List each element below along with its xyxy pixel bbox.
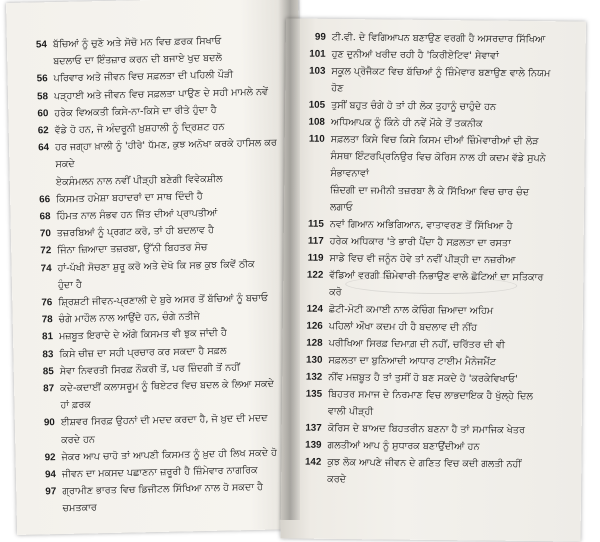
toc-page-number: 78 [31,313,53,327]
toc-entry-title: ਬਿਹਤਰ ਸਮਾਜ ਦੇ ਨਿਰਮਾਣ ਵਿਚ ਲਾਭਦਾਇਕ ਹੈ ਖੁੱਲ੍ਹੇ ਦਿਲ [328,388,570,405]
toc-entry [12,274,304,294]
toc-entry-title: ਪੜ੍ਹਾਈ ਅਤੇ ਜੀਵਨ ਵਿਚ ਸਫ਼ਲਤਾ ਪਾਉਣ ਦੇ ਸਹੀ ਮਾਮਲੇ ਨਵੇਂ [54,85,284,104]
toc-page-number: 85 [32,365,54,379]
toc-entry-title: ਕਦੇ-ਕਦਾਈਂ ਕਲਾਸਰੂਮ ਨੂੰ ਥਿਏਟਰ ਵਿਚ ਬਦਲ ਕੇ ਲਿਆ ਸਕਦੇ [60,377,290,396]
toc-entry [8,67,300,87]
toc-entry [17,497,309,517]
toc-entry-title: ਹਰੇਕ ਵਿਅਕਤੀ ਕਿਸੇ-ਨਾ-ਕਿਸੇ ਦਾ ਰੀਤੇ ਹੁੰਦਾ ਹੈ [54,102,284,121]
toc-entry-title: ਗ੍ਰਾਮੀਣ ਭਾਰਤ ਵਿਚ ਡਿਜੀਟਲ ਸਿੱਖਿਆ ਨਾਲ ਹੋ ਸਕਦਾ ਹੈ [62,480,292,499]
toc-page-number: 70 [29,227,51,241]
toc-entry [285,115,585,132]
toc-entry-title: ਜਿੰਨਾ ਜ਼ਿਆਦਾ ਤਜ਼ਰਬਾ, ਉੱਨੀ ਬਿਹਤਰ ਸੋਚ [57,240,287,259]
toc-page-number: 94 [34,468,56,482]
toc-entry [285,98,585,115]
toc-page-number: 117 [302,235,324,249]
toc-entry-title: ਤਜ਼ਰਬਿਆਂ ਨੂੰ ਪ੍ਰਗਟ ਕਰੋ, ਤਾਂ ਹੀ ਬਦਲਾਵ ਹੈ [57,222,287,241]
toc-entry [7,33,299,53]
toc-entry [284,149,584,166]
toc-page-number: 103 [303,65,325,79]
toc-entry [282,353,582,370]
toc-entry-title: ਸੰਸਥਾ ਇੰਟਰਪ੍ਰਿਨਿਉਰ ਵਿਚ ਕੋਰਿਸ ਨਾਲ ਹੀ ਕਦਮ ਵੱਡੇ ਸੁਪਨੇ [330,150,572,167]
toc-entry [10,170,302,190]
toc-entry [283,268,583,285]
toc-entry [282,387,582,404]
toc-entry [284,234,584,251]
toc-entry [284,217,584,234]
toc-entry [283,251,583,268]
toc-entry [8,85,300,105]
toc-entry-title: ਕੁਝ ਲੋਕ ਆਪਣੇ ਜੀਵਨ ਦੇ ਗਣਿਤ ਵਿਚ ਕਦੀ ਗਲਤੀ ਨਹੀਂ [327,456,569,473]
toc-page-number: 66 [28,193,50,207]
toc-entry-title: ਹਾਂ ਫ਼ਰਕ [60,394,290,413]
toc-entry [284,200,584,217]
toc-entry-title: ਹਾਂ-ਪੱਖੀ ਸੋਚਣਾ ਸ਼ੁਰੂ ਕਰੋ ਅਤੇ ਦੇਖੋ ਕਿ ਸਭ ਕੁਝ ਕਿਵੇਂ ਠੀਕ [57,257,287,276]
toc-entry [13,342,305,362]
toc-entry [286,30,586,47]
toc-entry-title: ਸੰਭਾਵਨਾਵਾਂ [330,167,572,184]
toc-entry-title: ਹੋਣ [331,82,573,99]
toc-entry-title: ਸੇਵਾ ਨਿਵਰਤੀ ਸਿਰਫ਼ ਨੌਕਰੀ ਤੋਂ, ਪਰ ਜ਼ਿੰਦਗੀ ਤੋਂ ਨਹੀਂ [60,360,290,379]
toc-entry-title: ਹਰ ਜਗ੍ਹਾ ਖ਼ਾਲੀ ਨੂੰ 'ਹੀਰੇ' ਧੱਮਣ, ਕੁਝ ਅਨੋਖਾ ਕਰਕੇ ਹਾਸਿਲ ਕਰ [55,136,285,155]
toc-entry-title: ਸਕਦੇ [55,154,285,173]
toc-entry-title: ਹੁੰਦਾ ਹੈ [58,274,288,293]
toc-page-number: 54 [25,38,47,52]
toc-page-number: 115 [302,218,324,232]
toc-entry [284,166,584,183]
toc-entry-title: ਕੋਰਿਸ ਦੇ ਬਾਅਦ ਬਿਹਤਰੀਨ ਬਣਨਾ ਹੈ ਤਾਂ ਸਮਾਜਿਕ ਖੇਤਰ [328,422,570,439]
toc-entry [282,404,582,421]
toc-page-number: 64 [27,141,49,155]
toc-entry [283,285,583,302]
toc-entry-title: ਜੇਕਰ ਆਪ ਚਾਹੋ ਤਾਂ ਆਪਣੀ ਕਿਸਮਤ ਨੂੰ ਖ਼ੁਦ ਹੀ ਲਿਖ ਸਕਦੇ ਹੋ [61,446,291,465]
toc-page-number: 132 [300,371,322,385]
toc-entry-title: ਬਦਲਾਓ ਦਾ ਇੰਤਜ਼ਾਰ ਕਰਨ ਦੀ ਬਜਾਏ ਖੁਦ ਬਦਲੋ [53,50,283,69]
toc-entry-title: ਲਗਾਓ [330,201,572,218]
toc-entry [283,319,583,336]
toc-page-number: 110 [303,133,325,147]
toc-entry [13,308,305,328]
toc-page-number: 81 [31,331,53,345]
toc-entry-title: ਤੁਸੀਂ ਬਹੁਤ ਚੰਗੇ ਹੋ ਤਾਂ ਹੀ ਲੋਕ ਤੁਹਾਨੂੰ ਚਾਹੁੰਦੇ ਹਨ [331,99,573,116]
toc-entry-title: ਕਿਸਮਤ ਹਮੇਸ਼ਾ ਬਹਾਦਰਾਂ ਦਾ ਸਾਥ ਦਿੰਦੀ ਹੈ [56,188,286,207]
toc-entry-title: ਚਮਤਕਾਰ [63,498,293,517]
toc-entry-title: ਕਿਸੇ ਚੀਜ਼ ਦਾ ਸਹੀ ਪ੍ਰਚਾਰ ਕਰ ਸਕਦਾ ਹੈ ਸਫ਼ਲ [59,343,289,362]
toc-entry-title: ਈਸ਼ਵਰ ਸਿਰਫ਼ ਉਹਨਾਂ ਦੀ ਮਦਦ ਕਰਦਾ ਹੈ, ਜੋ ਖ਼ੁਦ ਦੀ ਮਦਦ [61,412,291,431]
toc-entry [15,428,307,448]
toc-page-number: 58 [26,90,48,104]
toc-entry [15,446,307,466]
toc-entry-title: ਨੀਂਵ ਮਜ਼ਬੂਤ ਹੈ ਤਾਂ ਤੁਸੀਂ ਹੋ ਬਣ ਸਕਦੇ ਹੋ 'ਕਰਕੇਵਿਖਾਓ' [328,371,570,388]
toc-entry [15,411,307,431]
toc-page-number: 83 [31,348,53,362]
toc-entry-title: ਨਵਾਂ ਗਿਆਨ ਅਭਿਗਿਆਨ, ਵਾਤਾਵਰਣ ਤੋਂ ਸਿੱਖਿਆ ਹੈ [330,218,572,235]
toc-entry-title: ਪਹਿਲਾਂ ਔਖਾ ਕਦਮ ਹੀ ਹੈ ਬਦਲਾਵ ਦੀ ਨੀਂਹ [329,320,571,337]
toc-entry-title: ਸਫ਼ਲਤਾ ਦਾ ਬੁਨਿਆਦੀ ਆਧਾਰ ਟਾਈਮ ਮੈਨੇਜਮੈਂਟ [328,354,570,371]
right-page [281,18,586,541]
toc-page-number: 101 [304,48,326,62]
toc-entry-title: ਪਰਿਵਾਰ ਅਤੇ ਜੀਵਨ ਵਿਚ ਸਫ਼ਲਤਾ ਦੀ ਪਹਿਲੀ ਪੌੜੀ [53,68,283,87]
toc-page-number: 99 [304,31,326,45]
toc-entry-title: ਕਰੋ [329,286,571,303]
toc-entry [285,64,585,81]
toc-entry [282,421,582,438]
toc-page-number: 122 [301,269,323,283]
toc-page-number: 68 [28,210,50,224]
toc-entry [284,183,584,200]
toc-entry-title: ਸਫ਼ਲਤਾ ਕਿਸੇ ਵਿਚ ਕਿਸੇ ਕਿਸਮ ਦੀਆਂ ਜ਼ਿੰਮੇਵਾਰੀਆਂ ਦੀ ਲੋੜ [331,133,573,150]
toc-page-number: 72 [29,245,51,259]
toc-entry-title: ਹਿੰਮਤ ਨਾਲ ਸੰਭਵ ਹਨ ਜਿੱਤ ਦੀਆਂ ਪ੍ਰਾਪਤੀਆਂ [56,205,286,224]
toc-page-number: 124 [301,303,323,317]
toc-entry-title: ਛੋਟੀ-ਮੋਟੀ ਕਮਾਈ ਨਾਲ ਕੋਚਿੰਗ ਜ਼ਿਆਦਾ ਅਹਿਮ [329,303,571,320]
toc-page-number: 137 [300,422,322,436]
toc-entry-title: ਕਰਦੇ ਹਨ [61,429,291,448]
toc-page-number: 74 [29,262,51,276]
toc-page-number: 126 [301,320,323,334]
toc-entry [13,325,305,345]
toc-entry [8,102,300,122]
toc-entry [282,370,582,387]
toc-page-number: 119 [301,252,323,266]
toc-page-number: 76 [30,296,52,310]
toc-entry-title: ਸਕੂਲ ਪ੍ਰੋਜੈਕਟ ਵਿਚ ਬੱਚਿਆਂ ਨੂੰ ਜ਼ਿੰਮੇਵਾਰ ਬਣਾਉਣ ਵਾਲੇ ਨਿਯਮ [331,65,573,82]
toc-entry [14,394,306,414]
toc-entry-title: ਜ਼ਿੰਦਗੀ ਦਾ ਜਮੀਨੀ ਤਜ਼ਰਬਾ ਲੈ ਕੇ ਸਿੱਖਿਆ ਵਿਚ ਚਾਰ ਚੰਦ [330,184,572,201]
toc-entry [281,438,581,455]
toc-entry [11,239,303,259]
toc-entry-title: ਪਰੀਖਿਆ ਸਿਰਫ਼ ਦਿਮਾਗ਼ ਦੀ ਨਹੀਂ, ਚਰਿੱਤਰ ਦੀ ਵੀ [329,337,571,354]
toc-page-number: 108 [303,116,325,130]
toc-entry [286,47,586,64]
toc-page-number: 128 [301,337,323,351]
toc-entry-title: ਚੰਗੇ ਮਾਹੌਲ ਨਾਲ ਆਉਂਦੇ ਹਨ, ਚੰਗੇ ਨਤੀਜੇ [59,308,289,327]
toc-entry [281,455,581,472]
toc-entry [11,256,303,276]
toc-entry [9,153,301,173]
toc-entry-title: ਵਾਲੀ ਪੀੜ੍ਹੀ [328,405,570,422]
toc-entry-title: ਹੁਣ ਦੁਨੀਆਂ ਖਰੀਦ ਰਹੀ ਹੈ 'ਕਿਰੀਏਟਿਵ' ਸੇਵਾਵਾਂ [332,48,574,65]
toc-entry [283,336,583,353]
toc-entry-title: ਮਜ਼ਬੂਤ ਇਰਾਦੇ ਦੇ ਅੱਗੇ ਕਿਸਮਤ ਵੀ ਝੁਕ ਜਾਂਦੀ ਹੈ [59,326,289,345]
toc-entry [9,136,301,156]
toc-entry-title: ਏਕਸੰਮਲਨ ਨਾਲ ਨਵੀਂ ਪੀੜ੍ਹੀ ਬਣੇਗੀ ਵਿਵੇਕਸ਼ੀਲ [56,171,286,190]
toc-entry-title: ਬੱਚਿਆਂ ਨੂੰ ਚੁਣੋ ਅਤੇ ਸੋਚੋ ਮਨ ਵਿਚ ਫ਼ਰਕ ਸਿਖਾਓ [53,33,283,52]
book-gutter-shadow [278,0,300,520]
toc-entry-title: ਟੀ.ਵੀ. ਦੇ ਵਿਗਿਆਪਨ ਬਣਾਉਣ ਵਰਗੀ ਹੈ ਅਸਰਦਾਰ ਸਿੱਖਿਆ [332,31,574,48]
toc-entry-title: ਅਧਿਆਪਕ ਨੂੰ ਕਿੰਨੇ ਹੀ ਨਵੇਂ ਮੌਕੇ ਤੋਂ ਤਕਨੀਕ [331,116,573,133]
toc-entry [283,302,583,319]
toc-entry [16,463,308,483]
toc-entry [281,472,581,489]
toc-entry-title: ਵੱਡਿਆਂ ਵਰਗੀ ਜ਼ਿੰਮੇਵਾਰੀ ਨਿਭਾਉਣ ਵਾਲੇ ਛੋਟਿਆਂ ਦਾ ਸਤਿਕਾਰ [329,269,571,286]
toc-page-number: 130 [300,354,322,368]
left-page [6,0,309,535]
toc-entry [7,50,299,70]
toc-page-number: 56 [26,73,48,87]
toc-entry [285,132,585,149]
toc-entry-title: ਸ਼੍ਰਿਸ਼ਟੀ ਜੀਵਨ-ਪ੍ਰਣਾਲੀ ਦੇ ਬੁਰੇ ਅਸਰ ਤੋਂ ਬੱਚਿਆਂ ਨੂੰ ਬਚਾਓ [58,291,288,310]
toc-entry [16,480,308,500]
toc-page-number: 105 [303,99,325,113]
toc-entry-title: ਕਰਦੇ [327,473,569,490]
toc-entry [285,81,585,98]
toc-page-number: 87 [32,382,54,396]
toc-page-number: 97 [34,485,56,499]
toc-page-number: 60 [26,107,48,121]
toc-entry-title: ਜੀਵਨ ਦਾ ਮਕਸਦ ਪਛਾਣਨਾ ਜ਼ਰੂਰੀ ਹੈ ਜ਼ਿੰਮੇਵਾਰ ਨਾਗਰਿਕ [62,463,292,482]
toc-entry [14,360,306,380]
toc-entry-title: ਵੱਡੇ ਹੋ ਹਨ, ਜੋ ਅੰਦਰੂਨੀ ਖ਼ੁਸ਼ਹਾਲੀ ਨੂੰ ਦ੍ਰਿਸ਼ਟ ਹਨ [55,119,285,138]
toc-entry-title: ਸਾਡੇ ਵਿਚ ਵੀ ਜਨੂੰਨ ਹੋਵੇ ਤਾਂ ਨਵੀਂ ਪੀੜ੍ਹੀ ਦਾ ਨਜ਼ਰੀਆ [329,252,571,269]
toc-entry-title: ਗਲਤੀਆਂ ਆਪ ਨੂੰ ਸੁਧਾਰਕ ਬਣਾਉਂਦੀਆਂ ਹਨ [327,439,569,456]
toc-page-number: 139 [299,439,321,453]
toc-page-number: 62 [27,124,49,138]
toc-page-number: 90 [33,417,55,431]
toc-page-number: 92 [33,451,55,465]
toc-entry [11,222,303,242]
toc-entry-title: ਹਰੇਕ ਅਧਿਕਾਰ 'ਤੇ ਭਾਰੀ ਪੈਂਦਾ ਹੈ ਸਫ਼ਲਤਾ ਦਾ ਰਸਤਾ [330,235,572,252]
toc-page-number: 135 [300,388,322,402]
toc-page-number: 142 [299,456,321,470]
toc-entry [10,188,302,208]
